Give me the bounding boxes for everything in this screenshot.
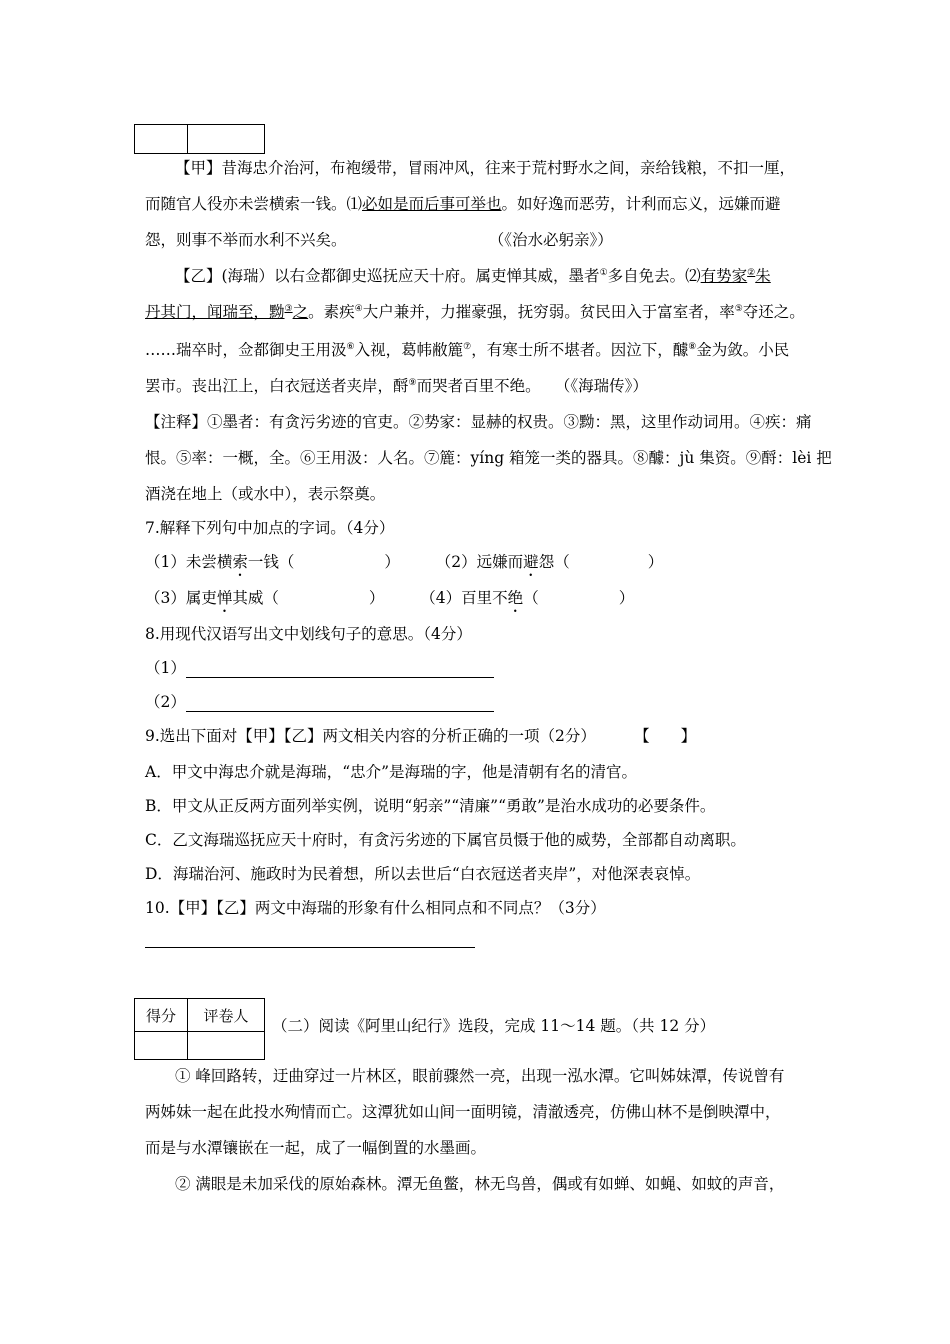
answer-bracket[interactable]: 【 】: [641, 727, 697, 745]
answer-line[interactable]: [186, 661, 494, 678]
option-b: B．甲文从正反两方面列举实例，说明“躬亲”“清廉”“勇敢”是治水成功的必要条件。: [145, 797, 716, 815]
passage-jia-line-2: 而随官人役亦未尝横索一钱。⑴必如是而后事可举也。如好逸而恶劳，计利而忘义，远嫌而避: [145, 195, 781, 213]
section-2-title: （二）阅读《阿里山纪行》选段，完成 11～14 题。（共 12 分）: [272, 1017, 716, 1035]
answer-line[interactable]: [186, 695, 494, 712]
notes-line-3: 酒浇在地上（或水中），表示祭奠。: [145, 485, 386, 503]
score-cell[interactable]: [135, 125, 188, 154]
notes-line-1: 【注释】①墨者：有贪污劣迹的官吏。②势家：显赫的权贵。③黝：黑，这里作动词用。④疾：痛: [145, 413, 812, 431]
passage-yi-line-1: 【乙】(海瑞）以右佥都御史巡抚应天十府。属吏惮其威，墨者①多自免去。⑵有势家②朱: [175, 267, 771, 285]
passage-alishan-p1-line-3: 而是与水潭镶嵌在一起，成了一幅倒置的水墨画。: [145, 1139, 487, 1157]
question-8-answer-1: （1）: [145, 658, 494, 678]
passage-jia-line-3: 怨，则事不举而水利不兴矣。 （《治水必躬亲》）: [145, 231, 613, 249]
grader-label: 评卷人: [188, 999, 265, 1032]
underlined-sentence-1: 必如是而后事可举也: [362, 195, 502, 213]
score-label: 得分: [135, 999, 188, 1032]
passage-alishan-p1-line-1: ① 峰回路转，迂曲穿过一片林区，眼前骤然一亮，出现一泓水潭。它叫姊妹潭，传说曾有: [175, 1067, 785, 1085]
option-a: A．甲文中海忠介就是海瑞，“忠介”是海瑞的字，他是清朝有名的清官。: [145, 763, 638, 781]
question-8-answer-2: （2）: [145, 692, 494, 712]
question-9-title: 9.选出下面对【甲】【乙】两文相关内容的分析正确的一项（2分） 【 】: [145, 727, 697, 745]
option-d: D．海瑞治河、施政时为民着想，所以去世后“白衣冠送者夹岸”，对他深表哀悼。: [145, 865, 701, 883]
option-c: C．乙文海瑞巡抚应天十府时，有贪污劣迹的下属官员慑于他的威势，全部都自动离职。: [145, 831, 746, 849]
question-10-answer-line[interactable]: [145, 947, 475, 948]
section-2-score-box: [134, 998, 265, 1060]
top-score-box: [134, 124, 265, 154]
question-10-title: 10.【甲】【乙】两文中海瑞的形象有什么相同点和不同点？（3分）: [145, 899, 606, 917]
question-7-title: 7.解释下列句中加点的字词。（4分）: [145, 519, 395, 537]
source-citation: （《海瑞传》）: [562, 377, 648, 395]
notes-line-2: 恨。⑤率：一概，全。⑥王用汲：人名。⑦簏：yíng 箱笼一类的器具。⑧醵：jù 集资。⑨酹：lèi 把: [145, 449, 832, 467]
passage-jia-line-1: 【甲】昔海忠介治河，布袍缓带，冒雨冲风，往来于荒村野水之间，亲给钱粮，不扣一厘，: [175, 159, 796, 177]
passage-yi-line-4: 罢市。丧出江上，白衣冠送者夹岸，酹⑨而哭者百里不绝。 （《海瑞传》）: [145, 377, 648, 395]
underlined-sentence-2b: 丹其门，闻瑞至，黝: [145, 303, 285, 321]
underlined-sentence-2a: 有势家: [700, 267, 748, 285]
question-7-items-row-1: （1）未尝横索一钱（ ） （2）远嫌而避怨（ ）: [145, 553, 664, 571]
passage-yi-line-2: 丹其门，闻瑞至，黝③之。素疾④大户兼并，力摧豪强，抚穷弱。贫民田入于富室者，率⑤夺还之。: [145, 303, 805, 321]
passage-alishan-p1-line-2: 两姊妹一起在此投水殉情而亡。这潭犹如山间一面明镜，清澈透亮，仿佛山林不是倒映潭中，: [145, 1103, 781, 1121]
question-7-items-row-2: （3）属吏惮其威（ ） （4）百里不绝（ ）: [145, 589, 635, 607]
grader-cell[interactable]: [188, 125, 265, 154]
grader-cell[interactable]: [188, 1032, 265, 1060]
question-8-title: 8.用现代汉语写出文中划线句子的意思。（4分）: [145, 625, 472, 643]
source-citation: （《治水必躬亲》）: [496, 231, 613, 249]
passage-yi-line-3: ……瑞卒时，佥都御史王用汲⑥入视，葛帏敝簏⑦，有寒士所不堪者。因泣下，醵⑧金为敛。小民: [145, 341, 790, 359]
passage-alishan-p2-line-1: ② 满眼是未加采伐的原始森林。潭无鱼鳖，林无鸟兽，偶或有如蝉、如蝇、如蚊的声音，: [175, 1175, 785, 1193]
score-cell[interactable]: [135, 1032, 188, 1060]
